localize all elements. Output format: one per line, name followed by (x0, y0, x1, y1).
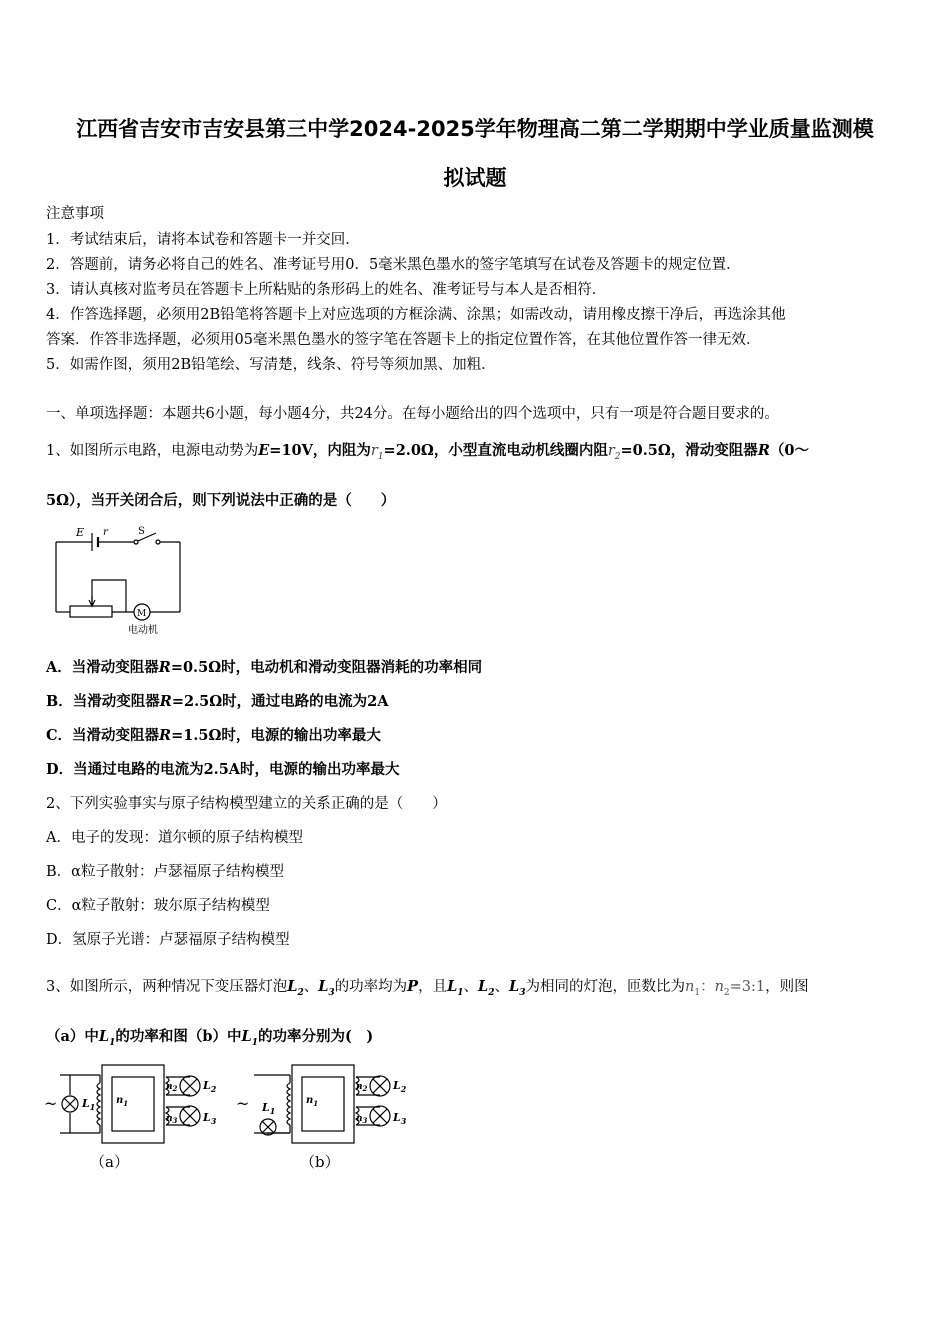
section-heading: 一、单项选择题：本题共6小题，每小题4分，共24分。在每小题给出的四个选项中，只有一项是符合题目要求的。 (46, 406, 779, 422)
option-text: D．当通过电路的电流为2.5A时，电源的输出功率最大 (46, 761, 400, 778)
q1-var-E: E (258, 442, 270, 459)
q3-stem-text: （a）中 (46, 1028, 99, 1045)
var-letter: L (478, 978, 489, 995)
q3-stem-text: 为相同的灯泡，匝数比为 (525, 979, 685, 995)
q3-var-L1 (241, 1028, 258, 1048)
label-L3 (202, 1111, 217, 1126)
q1-circuit-diagram (48, 520, 188, 638)
var-sub: 1 (313, 1099, 319, 1108)
label-n1 (306, 1095, 318, 1108)
var-sub: 1 (269, 1106, 276, 1116)
var-letter: L (203, 1079, 211, 1092)
var-sub: 2 (488, 987, 495, 998)
document-title-line1: 江西省吉安市吉安县第三中学2024-2025学年物理高二第二学期期中学业质量监测模 (76, 117, 874, 141)
option-var: R (158, 659, 171, 676)
var-letter: L (318, 978, 329, 995)
var-letter: L (241, 1028, 252, 1045)
q1-fig-label-E: E (76, 526, 85, 539)
q3-var-P: P (407, 978, 419, 995)
var-sub: 3 (519, 987, 526, 998)
q2-stem: 2、下列实验事实与原子结构模型建立的关系正确的是（ ） (46, 796, 447, 812)
document-title-line2: 拟试题 (443, 166, 507, 190)
q1-stem-line2: 5Ω），当开关闭合后，则下列说法中正确的是（ ） (46, 492, 396, 509)
q1-option-c (46, 724, 381, 745)
q1-r1-letter: r (370, 443, 378, 459)
var-letter: n (166, 1082, 173, 1092)
var-letter: n (306, 1095, 314, 1106)
var-letter: n (166, 1114, 173, 1124)
q3-stem-text: 的功率分别为( ) (257, 1028, 374, 1045)
var-sub: 1 (251, 1037, 258, 1048)
var-sub: 3 (210, 1116, 217, 1126)
var-letter: L (447, 978, 458, 995)
q1-stem-text: =2.0Ω，小型直流电动机线圈内阻 (383, 442, 608, 459)
var-letter: n (684, 979, 695, 995)
option-text: C．当滑动变阻器 (46, 727, 160, 744)
q3-var-L3b (509, 978, 526, 998)
q2-option-b: B．α粒子散射：卢瑟福原子结构模型 (46, 864, 284, 880)
q1-stem-text: =10V，内阻为 (269, 442, 371, 459)
var-sub: 3 (328, 987, 335, 998)
q1-option-a (46, 656, 482, 677)
q2-option-d: D．氢原子光谱：卢瑟福原子结构模型 (46, 932, 290, 948)
ratio-value: =3:1 (729, 979, 766, 995)
var-sub: 3 (400, 1116, 407, 1126)
var-letter: n (116, 1095, 124, 1106)
q1-fig-label-S: S (138, 526, 145, 537)
var-letter: L (262, 1101, 270, 1114)
q1-stem-line1 (46, 439, 809, 462)
notice-item: 1．考试结束后，请将本试卷和答题卡一并交回． (46, 232, 360, 248)
q3-var-L1 (98, 1028, 116, 1048)
q1-stem-text: （0～ (769, 442, 809, 459)
figure-a-caption: （a） (90, 1153, 129, 1171)
q3-var-L2b (478, 978, 495, 998)
var-letter: n (714, 979, 724, 995)
var-sub: 2 (723, 987, 730, 998)
ac-source-symbol: ~ (44, 1094, 58, 1113)
q2-option-a: A．电子的发现：道尔顿的原子结构模型 (46, 830, 303, 846)
var-sub: 2 (210, 1084, 217, 1094)
q3-stem-line2 (46, 1025, 373, 1048)
q3-var-L3 (318, 978, 335, 998)
notice-item: 答案．作答非选择题，必须用05毫米黑色墨水的签字笔在答题卡上的指定位置作答，在其他位置作答一律无效． (46, 332, 761, 348)
option-var: R (159, 727, 172, 744)
option-text: A．当滑动变阻器 (46, 659, 159, 676)
option-text: =1.5Ω时，电源的输出功率最大 (171, 727, 381, 744)
q3-stem-text: 3、如图所示，两种情况下变压器灯泡 (46, 979, 288, 995)
q3-stem-text: 、 (303, 979, 319, 995)
var-letter: L (393, 1079, 401, 1092)
var-sub: 1 (109, 1037, 116, 1048)
label-n2 (356, 1082, 368, 1093)
var-sub: 2 (172, 1084, 178, 1093)
q3-stem-text: 、 (494, 979, 510, 995)
label-n1 (116, 1095, 128, 1108)
var-letter: n (356, 1114, 363, 1124)
label-L1 (81, 1097, 95, 1112)
var-sub: 1 (123, 1099, 129, 1108)
figure-b-caption: （b） (300, 1153, 340, 1171)
label-n3 (166, 1114, 178, 1125)
label-n2 (166, 1082, 178, 1093)
q3-var-L2 (287, 978, 304, 998)
q1-option-d (46, 758, 400, 779)
var-sub: 2 (297, 987, 304, 998)
q1-var-r1 (370, 443, 384, 462)
var-letter: L (287, 978, 298, 995)
q1-fig-label-r: r (103, 527, 108, 538)
var-sub: 2 (362, 1084, 368, 1093)
var-sub: 1 (694, 987, 701, 998)
q1-var-r2 (607, 443, 621, 462)
q2-option-c: C．α粒子散射：玻尔原子结构模型 (46, 898, 270, 914)
var-letter: L (203, 1111, 211, 1124)
q3-stem-text: 的功率和图（b）中 (115, 1028, 242, 1045)
notice-item: 2．答题前，请务必将自己的姓名、准考证号用0．5毫米黑色墨水的签字笔填写在试卷及答题卡的规定位置． (46, 257, 741, 273)
var-letter: L (82, 1097, 90, 1110)
var-sub: 2 (400, 1084, 407, 1094)
ac-source-symbol: ~ (236, 1094, 250, 1113)
option-text: B．当滑动变阻器 (46, 693, 160, 710)
q1-r2-sub: 2 (614, 451, 621, 462)
q3-turns-ratio (684, 979, 766, 998)
label-L2 (202, 1079, 217, 1094)
q1-r2-letter: r (607, 443, 615, 459)
q3-stem-text: ，且 (418, 979, 448, 995)
var-sub: 1 (457, 987, 464, 998)
q3-stem-text: 、 (463, 979, 479, 995)
var-sub: 3 (362, 1116, 368, 1125)
q1-fig-label-M: M (137, 609, 147, 619)
q3-stem-line1 (46, 975, 809, 998)
var-sub: 1 (89, 1102, 96, 1112)
label-L3 (392, 1111, 407, 1126)
notice-heading: 注意事项 (46, 206, 104, 222)
q1-stem-text: =0.5Ω，滑动变阻器 (620, 442, 758, 459)
q3-var-L1 (447, 978, 464, 998)
notice-item: 4．作答选择题，必须用2B铅笔将答题卡上对应选项的方框涂满、涂黑；如需改动，请用橡皮擦干净后，再选涂其他 (46, 307, 786, 323)
label-L2 (392, 1079, 407, 1094)
q1-fig-label-motor: 电动机 (128, 625, 158, 636)
option-var: R (159, 693, 172, 710)
var-letter: L (509, 978, 520, 995)
label-n3 (356, 1114, 368, 1125)
q3-transformer-diagram-b (232, 1055, 432, 1175)
option-text: =2.5Ω时，通过电路的电流为2A (171, 693, 389, 710)
q3-stem-text: 的功率均为 (334, 979, 408, 995)
ratio-colon: ： (700, 979, 715, 995)
var-letter: n (356, 1082, 363, 1092)
q1-r1-sub: 1 (377, 451, 384, 462)
label-L1 (261, 1101, 275, 1116)
option-text: =0.5Ω时，电动机和滑动变阻器消耗的功率相同 (170, 659, 483, 676)
notice-item: 3．请认真核对监考员在答题卡上所粘贴的条形码上的姓名、准考证号与本人是否相符． (46, 282, 607, 298)
var-sub: 3 (172, 1116, 178, 1125)
q3-stem-text: ，则图 (765, 979, 809, 995)
q1-var-R: R (757, 442, 770, 459)
var-letter: L (393, 1111, 401, 1124)
q1-option-b (46, 690, 388, 711)
notice-item: 5．如需作图，须用2B铅笔绘、写清楚，线条、符号等须加黑、加粗． (46, 357, 496, 373)
q3-transformer-diagram-a (40, 1055, 240, 1175)
var-letter: L (98, 1028, 110, 1045)
q1-stem-text: 1、如图所示电路，电源电动势为 (46, 443, 259, 459)
